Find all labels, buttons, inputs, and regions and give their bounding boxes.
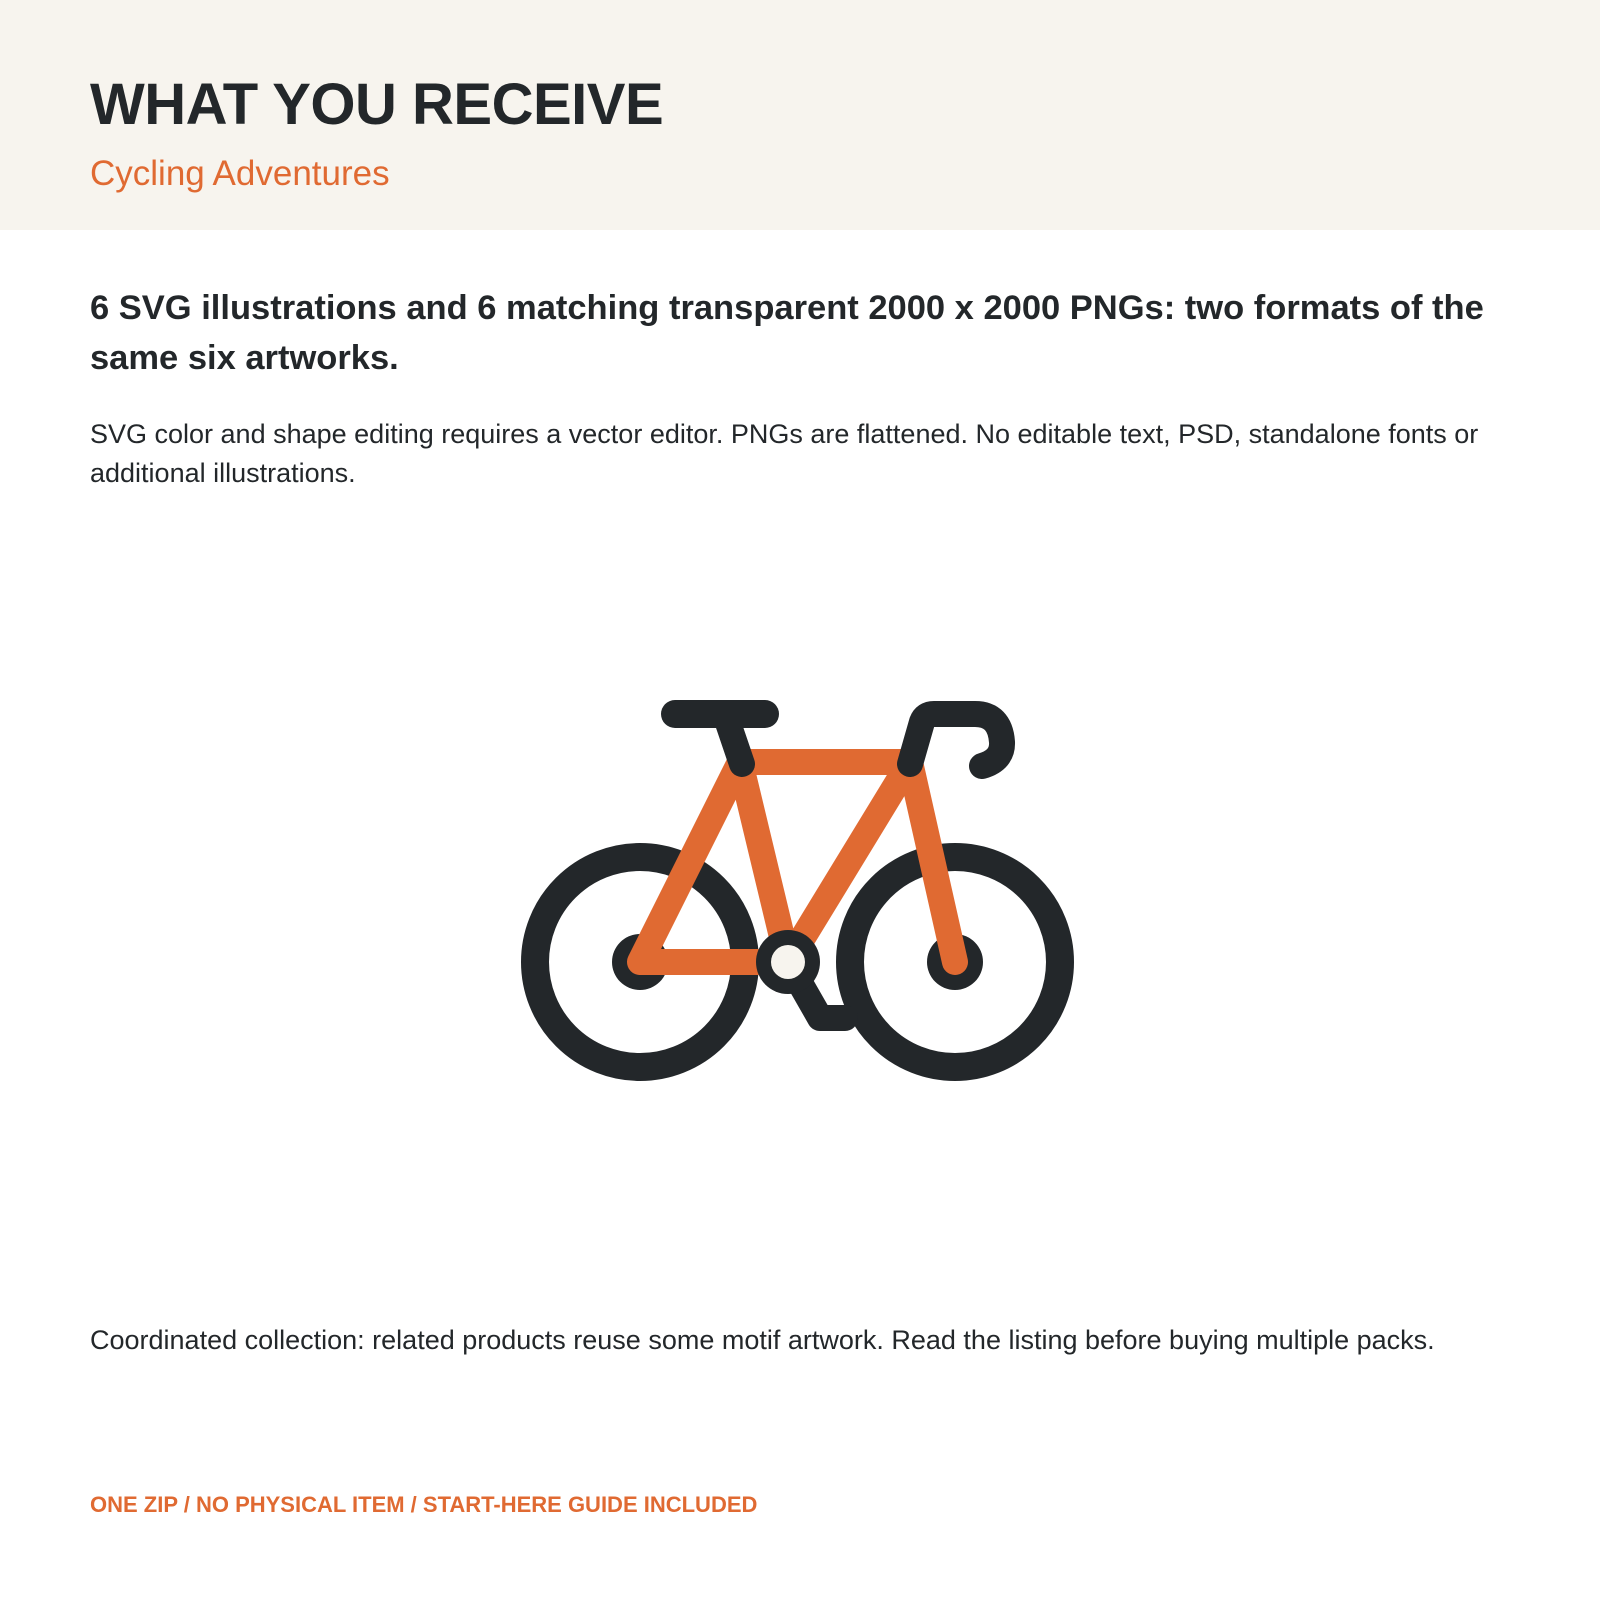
- page-title: WHAT YOU RECEIVE: [90, 72, 664, 137]
- page-subtitle: Cycling Adventures: [90, 154, 390, 193]
- bottom-bracket-center: [771, 945, 805, 979]
- bicycle-illustration: [520, 700, 1080, 1090]
- bicycle-icon: [520, 700, 1080, 1090]
- handlebar: [910, 714, 1002, 766]
- header-band: [0, 0, 1600, 230]
- footer-tag: ONE ZIP / NO PHYSICAL ITEM / START-HERE GUIDE INCLUDED: [90, 1492, 758, 1517]
- collection-note: Coordinated collection: related products reuse some motif artwork. Read the listing before buying multiple packs.: [90, 1325, 1435, 1355]
- format-note: SVG color and shape editing requires a vector editor. PNGs are flattened. No editable text, PSD, standalone fonts or additional illustrations.: [90, 419, 1479, 488]
- lead-text: 6 SVG illustrations and 6 matching transparent 2000 x 2000 PNGs: two formats of the same six artworks.: [90, 289, 1484, 377]
